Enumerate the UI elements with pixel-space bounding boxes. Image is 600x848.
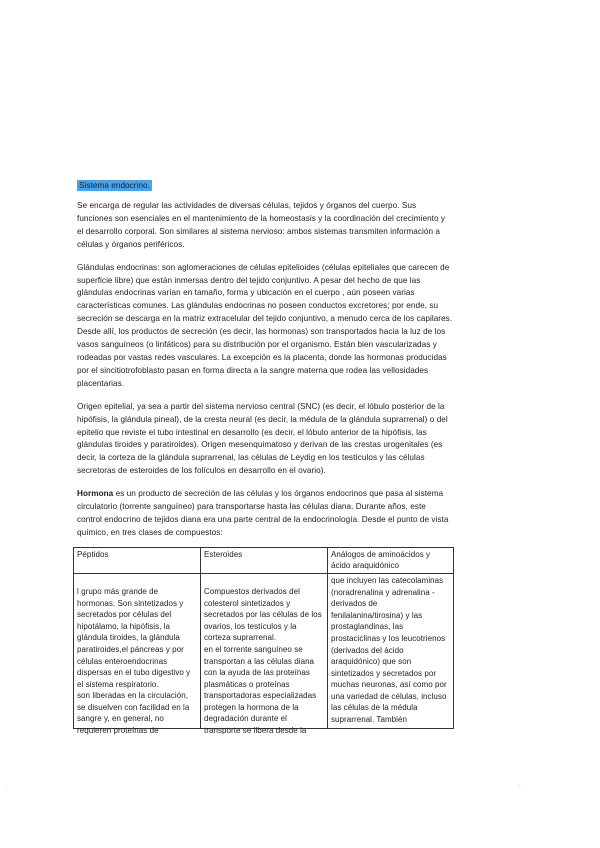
compounds-table: [73, 547, 454, 736]
intro-paragraph: Se encarga de regular las actividades de diversas células, tejidos y órganos del cuerpo. Sus funciones son esenciales en el mantenimiento de la homeostasis y la coordinación del crecimiento y el desarrollo corporal. Son similares al sistema nervioso: ambos sistemas transmiten información a células y órganos periféricos.: [77, 201, 446, 249]
page-mark-left: ·: [6, 784, 8, 790]
hormona-term: Hormona: [77, 489, 114, 499]
document-body: [77, 180, 453, 736]
header-analogos-text: Análogos de aminoácidos y ácido araquidónico: [331, 549, 431, 571]
origen-paragraph: Origen epitelial, ya sea a partir del sistema nervioso central (SNC) (es decir, el lóbulo posterior de la hipófisis, la glándula pineal), de la cresta neural (es decir, la médula de la glándula suprarrenal) o del epitelio que reviste el tubo intestinal en desarrollo (es decir, el lóbulo anterior de la hipófisis, las glándulas tiroides y paratiroides). Origen mesenquimatoso y derivan de las crestas urogenitales (es decir, la corteza de la glándula suprarrenal, las células de Leydig en los testículos y las células secretoras de esteroides de los folículos en desarrollo en el ovario).: [77, 401, 448, 476]
cell-analogos-text: que incluyen las catecolaminas (noradrenalina y adrenalina - derivados de fenilalanina/tirosina) y las prostaglandinas, las prostaciclinas y los leucotrienos (derivados del ácido araquidónico) que son sintetizados y secretados por muchas neuronas, así como por una variedad de células, incluso las células de la médula suprarrenal. También: [331, 575, 447, 725]
cell-analogos: [328, 573, 454, 728]
header-peptidos: Péptidos: [74, 547, 201, 573]
table-header-row: [74, 547, 454, 573]
hormona-definition: es un producto de secreción de las células y los órganos endocrinos que pasa al sistema circulatorio (torrente sanguíneo) para transportarse hasta las células diana. Durante años, este control endocrino de tejidos diana era una parte central de la endocrinología. Desde el punto de vista químico, en tres clases de compuestos:: [77, 489, 449, 537]
cell-esteroides: [201, 573, 328, 736]
cell-peptidos-text: l grupo más grande de hormonas. Son sintetizados y secretados por células del hipotálamo, la hipófisis, la glándula tiroides, la glándula paratiroides,el páncreas y por células enteroendocrinas dispersas en el tubo digestivo y el sistema respiratorio. son liberadas en la circulación, se disuelven con facilidad en la sangre y, en general, no requieren proteínas de: [77, 586, 191, 736]
page-title: Sistema endocrino.: [79, 181, 150, 190]
glandulas-paragraph: Glándulas endocrinas: son aglomeraciones de células epitelioides (células epiteliales que carecen de superficie libre) que están inmersas dentro del tejido conjuntivo. A pesar del hecho de que las glándulas endocrinas varían en tamaño, forma y ubicación en el cuerpo , aún poseen varias características comunes. Las glándulas endocrinas no poseen conductos excretores; por ende, su secreción se descarga en la matriz extracelular del tejido conjuntivo, a menudo cerca de los capilares. Desde allí, los productos de secreción (es decir, las hormonas) son transportados hacia la luz de los vasos sanguíneos (o linfáticos) para su distribución por el organismo. Están bien vascularizadas y rodeadas por vastas redes vasculares. La excepción es la placenta, donde las hormonas producidas por el sincitiotrofoblasto pasan en forma directa a la sangre materna que rodea las vellosidades placentarias.: [77, 262, 453, 388]
cell-peptidos: [74, 573, 201, 736]
table-row: [74, 573, 454, 728]
hormona-paragraph: [77, 488, 453, 540]
header-analogos: [328, 547, 454, 573]
header-esteroides: Esteroides: [201, 547, 328, 573]
page-mark-right: .: [519, 782, 521, 788]
cell-esteroides-text: Compuestos derivados del colesterol sintetizados y secretados por las células de los ovarios, los testículos y la corteza suprarrenal. en el torrente sanguíneo se transportan a las células diana con la ayuda de las proteínas plasmáticas o proteínas transportadoras especializadas protegen la hormona de la degradación durante el transporte se libera desde la: [204, 586, 322, 736]
